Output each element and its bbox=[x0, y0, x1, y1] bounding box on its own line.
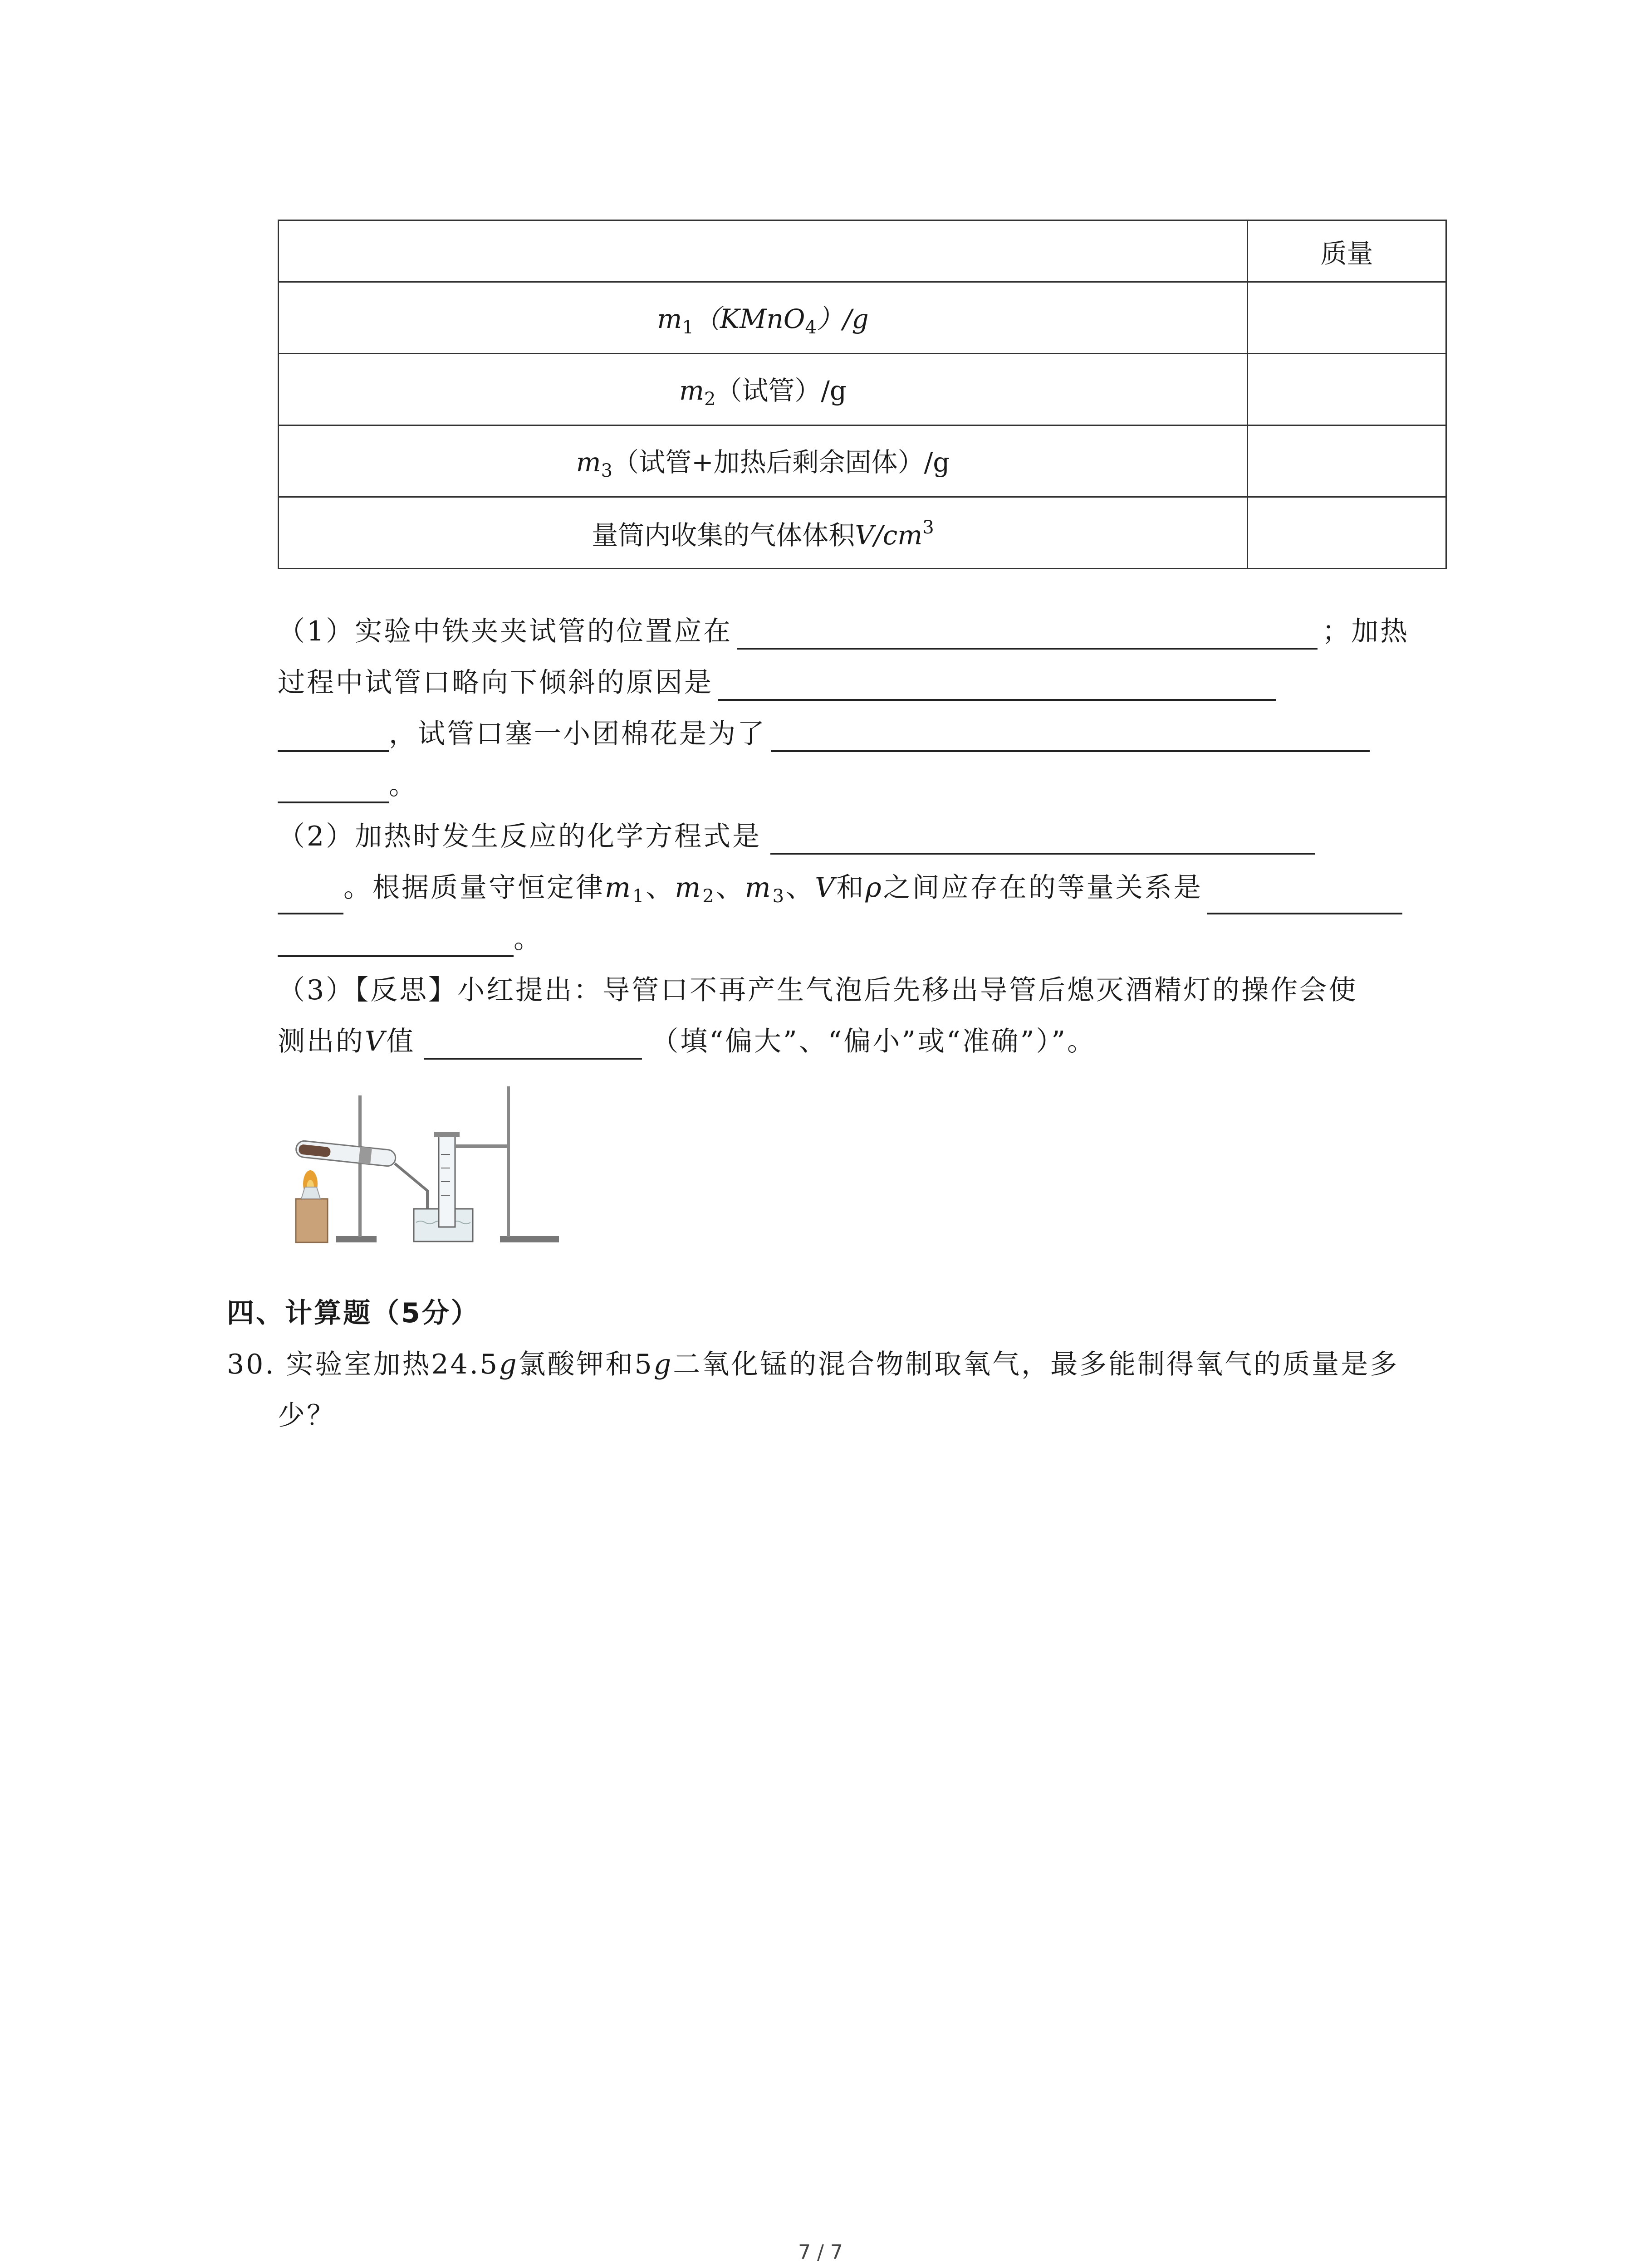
q1-line-4: 。 bbox=[278, 767, 418, 803]
page-number: 7 / 7 bbox=[798, 2241, 843, 2264]
test-tube bbox=[295, 1140, 397, 1167]
answer-blank[interactable] bbox=[278, 722, 389, 752]
row-label-m1: $m_1(KMnO_4)/g$ bbox=[279, 282, 1248, 354]
experiment-apparatus-image bbox=[278, 1086, 595, 1254]
table-row bbox=[279, 497, 1446, 569]
q3-line-1: （3）【反思】小红提出：导管口不再产生气泡后先移出导管后熄灭酒精灯的操作会使 bbox=[278, 974, 1358, 1006]
answer-blank[interactable] bbox=[278, 885, 343, 914]
section-heading: 四、计算题（5分） bbox=[227, 1297, 480, 1329]
q1-line-3: ，试管口塞一小团棉花是为了 bbox=[278, 716, 1370, 752]
row-value-m3[interactable] bbox=[1248, 425, 1446, 497]
row-label-m3: $m_3$（试管+加热后剩余固体）/g bbox=[279, 425, 1248, 497]
q2-line-3: 。 bbox=[278, 921, 543, 957]
measurement-table bbox=[278, 220, 1447, 569]
q1-line-2: 过程中试管口略向下倾斜的原因是 bbox=[278, 665, 1276, 701]
q2-line-1: （2）加热时发生反应的化学方程式是 bbox=[278, 818, 1315, 855]
answer-blank[interactable] bbox=[718, 671, 1276, 701]
lamp-block bbox=[296, 1199, 328, 1242]
row-value-m1[interactable] bbox=[1248, 282, 1446, 354]
table-header-row bbox=[279, 220, 1446, 282]
answer-blank[interactable] bbox=[771, 722, 1370, 752]
answer-blank[interactable] bbox=[278, 773, 389, 803]
stand-rod-left bbox=[358, 1095, 362, 1237]
q30-line-1: 30. 实验室加热24.5g氯酸钾和5g二氧化锰的混合物制取氧气，最多能制得氧气的质量是多 bbox=[227, 1349, 1399, 1380]
answer-blank[interactable] bbox=[770, 825, 1315, 855]
stand-base-right bbox=[500, 1236, 559, 1242]
header-label-cell bbox=[279, 220, 1248, 282]
row-value-m2[interactable] bbox=[1248, 354, 1446, 425]
row-label-volume: 量筒内收集的气体体积$V/cm^3$ bbox=[279, 497, 1248, 569]
answer-blank[interactable] bbox=[737, 620, 1318, 650]
table-row bbox=[279, 425, 1446, 497]
clamp-arm bbox=[455, 1144, 508, 1148]
answer-blank[interactable] bbox=[1207, 885, 1402, 914]
answer-blank[interactable] bbox=[424, 1030, 642, 1060]
row-label-m2: $m_2$（试管）/g bbox=[279, 354, 1248, 425]
table-row bbox=[279, 282, 1446, 354]
q1-line-1: （1）实验中铁夹夹试管的位置应在 ；加热 bbox=[278, 613, 1409, 650]
q3-line-2: 测出的V值 （填“偏大”、“偏小”或“准确”）”。 bbox=[278, 1023, 1096, 1060]
header-mass-cell: 质量 bbox=[1248, 220, 1446, 282]
row-value-volume[interactable] bbox=[1248, 497, 1446, 569]
q2-line-2: 。根据质量守恒定律$m_1$、$m_2$、$m_3$、V和ρ之间应存在的等量关系是 bbox=[278, 870, 1402, 914]
stand-base-left bbox=[336, 1236, 377, 1242]
answer-blank[interactable] bbox=[278, 927, 514, 957]
stand-rod-right bbox=[507, 1086, 510, 1237]
q30-line-2: 少？ bbox=[278, 1400, 336, 1432]
table-row bbox=[279, 354, 1446, 425]
